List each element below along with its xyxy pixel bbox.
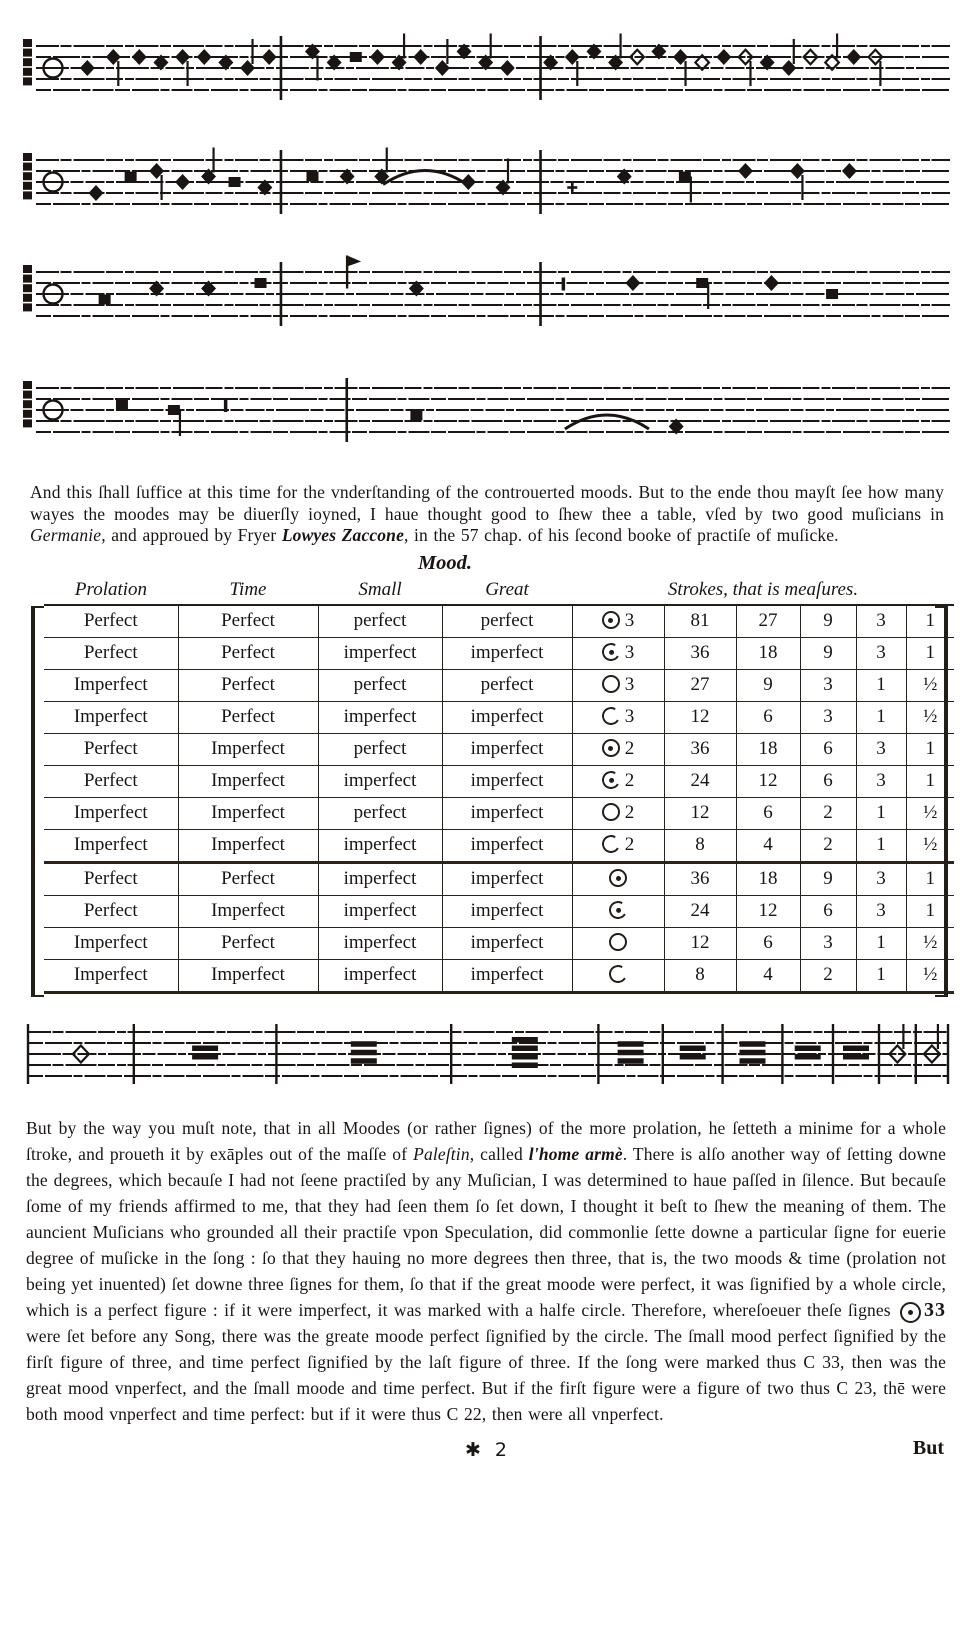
cell-time: Imperfect bbox=[178, 829, 318, 862]
catchword: But bbox=[912, 1436, 944, 1459]
cell-strokes: 2 bbox=[800, 959, 856, 992]
text-run: l'home armè bbox=[528, 1143, 623, 1164]
cell-strokes: 3 bbox=[800, 927, 856, 959]
cell-great: imperfect bbox=[442, 701, 572, 733]
cell-strokes: 36 bbox=[664, 637, 736, 669]
cell-strokes: 6 bbox=[800, 895, 856, 927]
staff-system bbox=[22, 242, 952, 346]
text-run: Lowyes Zaccone bbox=[281, 525, 404, 545]
cell-strokes: 6 bbox=[800, 765, 856, 797]
cell-strokes: 12 bbox=[664, 927, 736, 959]
cell-prolation: Perfect bbox=[44, 733, 178, 765]
cell-strokes: 3 bbox=[856, 765, 906, 797]
cell-small: perfect bbox=[318, 797, 442, 829]
cell-small: imperfect bbox=[318, 959, 442, 992]
cell-prolation: Imperfect bbox=[44, 829, 178, 862]
cell-strokes: 24 bbox=[664, 895, 736, 927]
cell-sign bbox=[572, 959, 664, 992]
cell-great: imperfect bbox=[442, 637, 572, 669]
cell-strokes: 1 bbox=[906, 733, 954, 765]
cell-sign: 3 bbox=[572, 637, 664, 669]
cell-great: imperfect bbox=[442, 797, 572, 829]
col-header-time: Time bbox=[178, 577, 318, 605]
cell-strokes: 1 bbox=[856, 797, 906, 829]
col-header-small: Small bbox=[318, 577, 442, 605]
cell-strokes: 3 bbox=[800, 701, 856, 733]
table-title: Mood. bbox=[417, 552, 473, 574]
text-run: Paleſtin bbox=[413, 1143, 470, 1164]
cell-strokes: 12 bbox=[664, 701, 736, 733]
cell-strokes: 9 bbox=[736, 669, 800, 701]
music-example-top bbox=[0, 0, 976, 472]
cell-prolation: Perfect bbox=[44, 637, 178, 669]
mensuration-sign-inline: 33 bbox=[897, 1300, 946, 1320]
staff-system bbox=[22, 354, 952, 462]
cell-strokes: 6 bbox=[736, 701, 800, 733]
cell-small: perfect bbox=[318, 605, 442, 638]
cell-small: imperfect bbox=[318, 895, 442, 927]
cell-small: imperfect bbox=[318, 862, 442, 895]
cell-great: imperfect bbox=[442, 895, 572, 927]
table-row bbox=[44, 959, 954, 992]
table-row bbox=[44, 701, 954, 733]
cell-time: Perfect bbox=[178, 927, 318, 959]
cell-strokes: 1 bbox=[906, 895, 954, 927]
cell-strokes: 27 bbox=[736, 605, 800, 638]
cell-prolation: Imperfect bbox=[44, 959, 178, 992]
cell-strokes: ½ bbox=[906, 797, 954, 829]
cell-great: imperfect bbox=[442, 927, 572, 959]
cell-sign: 2 bbox=[572, 765, 664, 797]
text-run: were ſet before any Song, there was the greate moode perfect ſignified by the circle. The ſmall mood perfect ſignified by the firſt figure of three, and time perfect ſignified by the laſt figure of three. If the ſong were marked thus C 33, then was the great mood vnperfect, and the ſmall moode and time perfect. But if the firſt figure were a figure of two thus C 23, thē were both mood vnperfect and time perfect: but if it were thus C 22, then were all vnperfect. bbox=[26, 1325, 946, 1424]
text-run: , and approued by Fryer bbox=[101, 525, 282, 545]
cell-strokes: 8 bbox=[664, 829, 736, 862]
cell-prolation: Imperfect bbox=[44, 797, 178, 829]
cell-small: perfect bbox=[318, 669, 442, 701]
cell-strokes: 3 bbox=[856, 895, 906, 927]
cell-strokes: 3 bbox=[856, 733, 906, 765]
table-row bbox=[44, 797, 954, 829]
table-row bbox=[44, 637, 954, 669]
cell-sign: 3 bbox=[572, 669, 664, 701]
cell-strokes: 27 bbox=[664, 669, 736, 701]
cell-strokes: ½ bbox=[906, 701, 954, 733]
cell-strokes: 1 bbox=[856, 829, 906, 862]
cell-strokes: 36 bbox=[664, 862, 736, 895]
mensuration-sign bbox=[609, 869, 627, 887]
staff-system bbox=[22, 128, 952, 234]
cell-strokes: 6 bbox=[736, 927, 800, 959]
table-row bbox=[44, 669, 954, 701]
cell-time: Perfect bbox=[178, 669, 318, 701]
cell-strokes: 4 bbox=[736, 959, 800, 992]
cell-strokes: 9 bbox=[800, 605, 856, 638]
cell-strokes: 1 bbox=[906, 637, 954, 669]
cell-strokes: 12 bbox=[736, 895, 800, 927]
text-run: Germanie bbox=[30, 525, 102, 545]
cell-strokes: 8 bbox=[664, 959, 736, 992]
cell-sign: 2 bbox=[572, 733, 664, 765]
mensuration-sign bbox=[600, 705, 622, 727]
cell-small: perfect bbox=[318, 733, 442, 765]
table-cell bbox=[44, 551, 318, 577]
cell-strokes: 3 bbox=[856, 605, 906, 638]
cell-strokes: ½ bbox=[906, 927, 954, 959]
cell-strokes: ½ bbox=[906, 959, 954, 992]
mood-table bbox=[44, 551, 936, 994]
staff-system bbox=[22, 16, 952, 120]
cell-sign: 2 bbox=[572, 829, 664, 862]
col-header-prolation: Prolation bbox=[44, 577, 178, 605]
col-header-great: Great bbox=[442, 577, 572, 605]
cell-prolation: Imperfect bbox=[44, 701, 178, 733]
table-row bbox=[44, 733, 954, 765]
cell-strokes: 1 bbox=[906, 605, 954, 638]
cell-time: Perfect bbox=[178, 637, 318, 669]
cell-strokes: 1 bbox=[856, 669, 906, 701]
mensuration-sign bbox=[602, 611, 620, 629]
cell-strokes: 3 bbox=[800, 669, 856, 701]
cell-great: imperfect bbox=[442, 959, 572, 992]
table-bracket-right bbox=[935, 606, 948, 997]
cell-time: Perfect bbox=[178, 701, 318, 733]
cell-strokes: 12 bbox=[664, 797, 736, 829]
note-values-staff bbox=[26, 1008, 950, 1096]
cell-strokes: 12 bbox=[736, 765, 800, 797]
cell-great: perfect bbox=[442, 669, 572, 701]
cell-sign bbox=[572, 895, 664, 927]
cell-great: imperfect bbox=[442, 829, 572, 862]
cell-great: imperfect bbox=[442, 765, 572, 797]
cell-strokes: 9 bbox=[800, 637, 856, 669]
cell-strokes: 1 bbox=[906, 765, 954, 797]
mensuration-sign bbox=[600, 833, 622, 855]
paragraph-intro bbox=[30, 482, 944, 547]
mensuration-sign bbox=[602, 803, 620, 821]
mensuration-sign bbox=[602, 739, 620, 757]
cell-small: imperfect bbox=[318, 701, 442, 733]
mensuration-sign bbox=[607, 899, 629, 921]
table-bracket-left bbox=[31, 606, 44, 997]
cell-prolation: Perfect bbox=[44, 605, 178, 638]
cell-strokes: 2 bbox=[800, 829, 856, 862]
cell-prolation: Perfect bbox=[44, 862, 178, 895]
music-example-values bbox=[26, 1008, 950, 1101]
table-row bbox=[44, 605, 954, 638]
cell-sign: 3 bbox=[572, 701, 664, 733]
cell-great: imperfect bbox=[442, 862, 572, 895]
cell-great: imperfect bbox=[442, 733, 572, 765]
table-row bbox=[44, 829, 954, 862]
cell-strokes: 1 bbox=[856, 927, 906, 959]
cell-sign: 2 bbox=[572, 797, 664, 829]
table-row bbox=[44, 862, 954, 895]
cell-strokes: 18 bbox=[736, 733, 800, 765]
cell-great: perfect bbox=[442, 605, 572, 638]
cell-strokes: 2 bbox=[800, 797, 856, 829]
cell-small: imperfect bbox=[318, 637, 442, 669]
mensuration-sign bbox=[607, 963, 629, 985]
cell-sign: 3 bbox=[572, 605, 664, 638]
cell-time: Imperfect bbox=[178, 733, 318, 765]
text-run: , in the 57 chap. of his ſecond booke of practiſe of muſicke. bbox=[404, 525, 839, 545]
col-header-strokes: Strokes, that is meaſures. bbox=[572, 577, 954, 605]
cell-strokes: 1 bbox=[856, 959, 906, 992]
cell-strokes: 3 bbox=[856, 637, 906, 669]
cell-strokes: 81 bbox=[664, 605, 736, 638]
mensuration-sign bbox=[609, 933, 627, 951]
cell-strokes: 4 bbox=[736, 829, 800, 862]
cell-prolation: Perfect bbox=[44, 765, 178, 797]
mensuration-sign bbox=[600, 641, 622, 663]
cell-strokes: 1 bbox=[856, 701, 906, 733]
mensuration-sign bbox=[602, 675, 620, 693]
cell-small: imperfect bbox=[318, 765, 442, 797]
text-run: And this ſhall ſuffice at this time for the vnderſtanding of the controuerted moods. But to the ende thou mayſt ſee how many wayes the moodes may be diuerſly ioyned, I haue thought good to ſhew thee a table, vſed by two good muſicians in bbox=[30, 482, 944, 524]
cell-time: Imperfect bbox=[178, 765, 318, 797]
table-row bbox=[44, 895, 954, 927]
cell-strokes: 3 bbox=[856, 862, 906, 895]
paragraph-notes bbox=[26, 1115, 946, 1427]
cell-small: imperfect bbox=[318, 829, 442, 862]
cell-strokes: 36 bbox=[664, 733, 736, 765]
cell-time: Perfect bbox=[178, 605, 318, 638]
cell-strokes: 6 bbox=[800, 733, 856, 765]
cell-strokes: 18 bbox=[736, 637, 800, 669]
text-run: . There is alſo another way of ſetting downe the degrees, which becauſe I had not ſeene practiſed by any Muſician, I was determined to haue paſſed in ſilence. But becauſe ſome of my friends affirmed to me, that they had ſeen them ſo ſet down, I thought it beſt to ſhew the meaning of them. The auncient Muſicians who grounded all their practiſe vpon Speculation, did commonlie ſette downe a particular ſigne for euerie degree of muſicke in the ſong : ſo that they hauing no more degrees then three, that is, the two moods & time (prolation not being yet inuented) ſet downe three ſignes for them, ſo that if the great moode were perfect, it was ſignified by a whole circle, which is a perfect figure : if it were imperfect, it was marked with a halfe circle. Therefore, whereſoeuer theſe ſignes bbox=[26, 1143, 946, 1320]
cell-strokes: ½ bbox=[906, 669, 954, 701]
mensuration-sign bbox=[600, 769, 622, 791]
signature-mark: ✱ 2 bbox=[464, 1438, 512, 1461]
table-row bbox=[44, 927, 954, 959]
cell-sign bbox=[572, 927, 664, 959]
cell-prolation: Perfect bbox=[44, 895, 178, 927]
cell-prolation: Imperfect bbox=[44, 927, 178, 959]
text-run: But by the way you muſt note, that in all Moodes (or rather ſignes) of the more prolation, he ſetteth a minime for a whole ſtroke, and proueth it by exāples out of the maſſe of bbox=[26, 1117, 946, 1164]
cell-time: Perfect bbox=[178, 862, 318, 895]
cell-time: Imperfect bbox=[178, 959, 318, 992]
cell-strokes: 24 bbox=[664, 765, 736, 797]
cell-strokes: 6 bbox=[736, 797, 800, 829]
text-run: , called bbox=[469, 1143, 529, 1164]
cell-small: imperfect bbox=[318, 927, 442, 959]
table-row bbox=[44, 765, 954, 797]
cell-strokes: 18 bbox=[736, 862, 800, 895]
cell-strokes: 1 bbox=[906, 862, 954, 895]
cell-strokes: ½ bbox=[906, 829, 954, 862]
table-cell bbox=[572, 551, 954, 577]
cell-prolation: Imperfect bbox=[44, 669, 178, 701]
cell-time: Imperfect bbox=[178, 797, 318, 829]
mood-table-grid bbox=[44, 551, 954, 994]
cell-strokes: 9 bbox=[800, 862, 856, 895]
page-footer bbox=[0, 1436, 976, 1469]
cell-time: Imperfect bbox=[178, 895, 318, 927]
cell-sign bbox=[572, 862, 664, 895]
